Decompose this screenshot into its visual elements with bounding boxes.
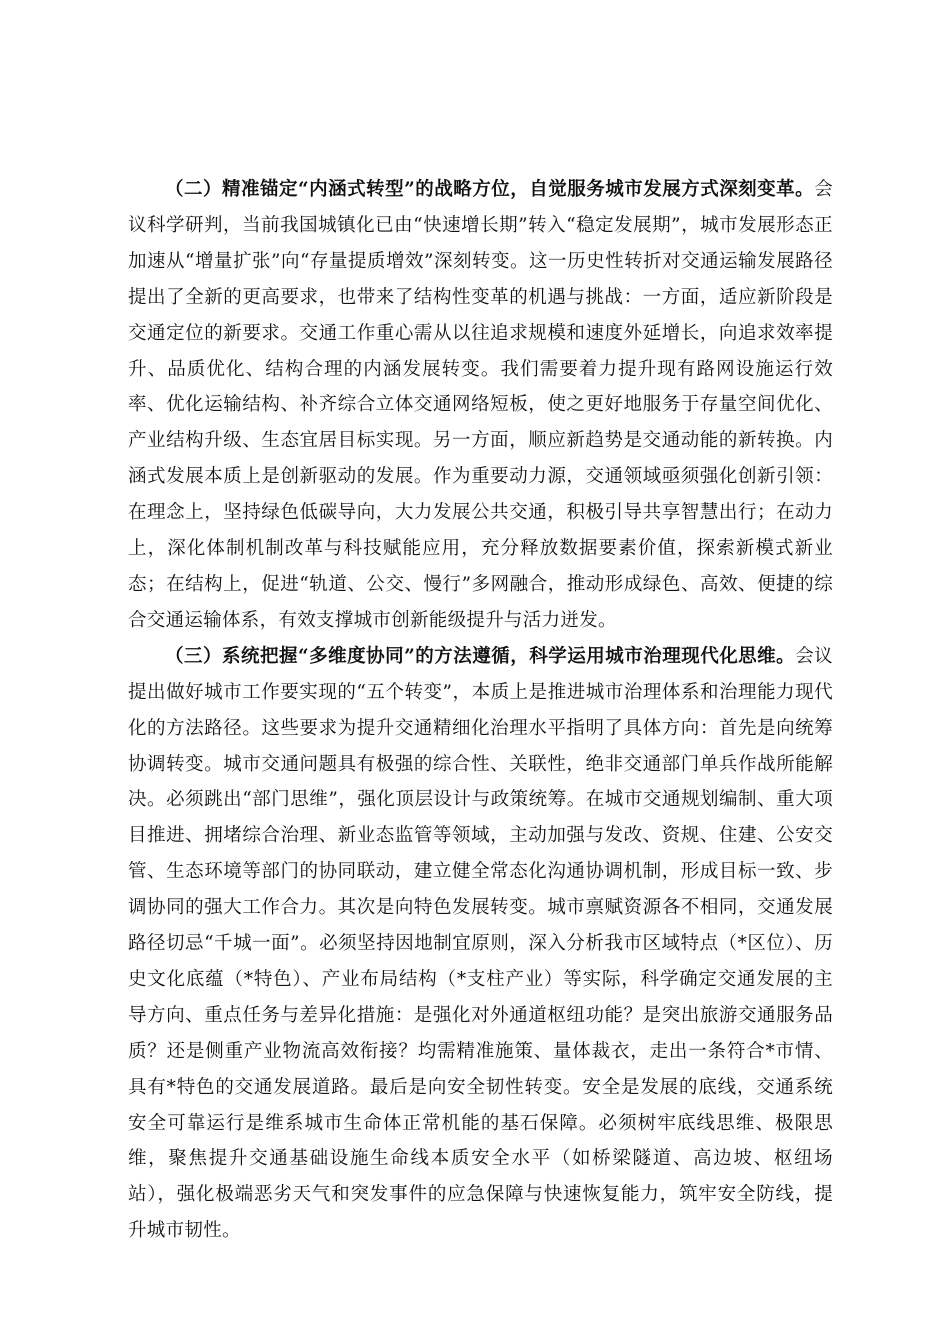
section-two-heading: （二）精准锚定“内涵式转型”的战略方位，自觉服务城市发展方式深刻变革。 xyxy=(165,179,815,200)
paragraph-section-two xyxy=(128,172,833,639)
section-three-heading: （三）系统把握“多维度协同”的方法遵循，科学运用城市治理现代化思维。 xyxy=(165,645,796,667)
paragraph-section-three xyxy=(128,639,833,1249)
document-body xyxy=(128,172,833,1249)
section-two-body: 会议科学研判，当前我国城镇化已由“快速增长期”转入“稳定发展期”，城市发展形态正加速从“增量扩张”向“存量提质增效”深刻转变。这一历史性转折对交通运输发展路径提出了全新的更高要求，也带来了结构性变革的机遇与挑战：一方面，适应新阶段是交通定位的新要求。交通工作重心需从以往追求规模和速度外延增长，向追求效率提升、品质优化、结构合理的内涵发展转变。我们需要着力提升现有路网设施运行效率、优化运输结构、补齐综合立体交通网络短板，使之更好地服务于存量空间优化、产业结构升级、生态宜居目标实现。另一方面，顺应新趋势是交通动能的新转换。内涵式发展本质上是创新驱动的发展。作为重要动力源，交通领域亟须强化创新引领：在理念上，坚持绿色低碳导向，大力发展公共交通，积极引导共享智慧出行；在动力上，深化体制机制改革与科技赋能应用，充分释放数据要素价值，探索新模式新业态；在结构上，促进“轨道、公交、慢行”多网融合，推动形成绿色、高效、便捷的综合交通运输体系，有效支撑城市创新能级提升与活力迸发。 xyxy=(128,179,833,631)
section-three-body: 会议提出做好城市工作要实现的“五个转变”，本质上是推进城市治理体系和治理能力现代化的方法路径。这些要求为提升交通精细化治理水平指明了具体方向：首先是向统筹协调转变。城市交通问题具有极强的综合性、关联性，绝非交通部门单兵作战所能解决。必须跳出“部门思维”，强化顶层设计与政策统筹。在城市交通规划编制、重大项目推进、拥堵综合治理、新业态监管等领域，主动加强与发改、资规、住建、公安交管、生态环境等部门的协同联动，建立健全常态化沟通协调机制，形成目标一致、步调协同的强大工作合力。其次是向特色发展转变。城市禀赋资源各不相同，交通发展路径切忌“千城一面”。必须坚持因地制宜原则，深入分析我市区域特点（*区位）、历史文化底蕴（*特色）、产业布局结构（*支柱产业）等实际，科学确定交通发展的主导方向、重点任务与差异化措施：是强化对外通道枢纽功能？是突出旅游交通服务品质？还是侧重产业物流高效衔接？均需精准施策、量体裁衣，走出一条符合*市情、具有*特色的交通发展道路。最后是向安全韧性转变。安全是发展的底线，交通系统安全可靠运行是维系城市生命体正常机能的基石保障。必须树牢底线思维、极限思维，聚焦提升交通基础设施生命线本质安全水平（如桥梁隧道、高边坡、枢纽场站），强化极端恶劣天气和突发事件的应急保障与快速恢复能力，筑牢安全防线，提升城市韧性。 xyxy=(128,645,833,1242)
